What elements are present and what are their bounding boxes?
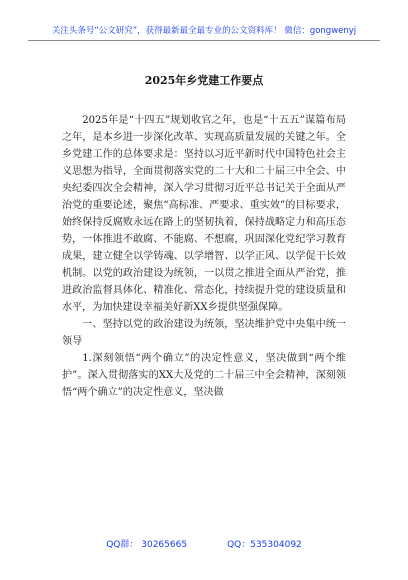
footer-qq-group: QQ群： 30265665	[106, 540, 188, 550]
footer-qq-number: QQ：535304092	[227, 540, 302, 550]
document-body	[62, 112, 346, 401]
header-banner: 关注头条号“公文研究”，获得最新最全最专业的公文资料库！ 微信：gongwenyj	[51, 26, 357, 36]
paragraph-item-1: 1.深刻领悟“两个确立”的决定性意义，坚决做到“两个维护”。深入贯彻落实的XX大及党的二十届三中全会精神，深刻领悟“两个确立”的决定性意义，坚决做	[62, 353, 346, 398]
document-title: 2025年乡党建工作要点	[144, 74, 264, 87]
header-divider	[28, 40, 380, 41]
paragraph-intro: 2025年是“十四五”规划收官之年，也是“十五五”谋篇布局之年，是本乡进一步深化改革、实现高质量发展的关键之年。全乡党建工作的总体要求是：坚持以习近平新时代中国特色社会主义思想为指导，全面贯彻落实党的二十大和二十届三中全会、中央纪委四次全会精神，深入学习贯彻习近平总书记关于全面从严治党的重要论述，聚焦“高标准、严要求、重实效”的目标要求，始终保持反腐败永远在路上的坚韧执着，保持战略定力和高压态势，一体推进不敢腐、不能腐、不想腐，巩固深化党纪学习教育成果，建立健全以学铸魂、以学增智、以学正风、以学促干长效机制。以党的政治建设为统领，一以贯之推进全面从严治党，推进政治监督具体化、精准化、常态化，持续提升党的建设质量和水平，为加快建设幸福美好新XX乡提供坚强保障。	[62, 115, 346, 313]
footer-contact	[0, 537, 408, 550]
section-heading-1: 一、坚持以党的政治建设为统领，坚决维护党中央集中统一领导	[62, 319, 346, 347]
